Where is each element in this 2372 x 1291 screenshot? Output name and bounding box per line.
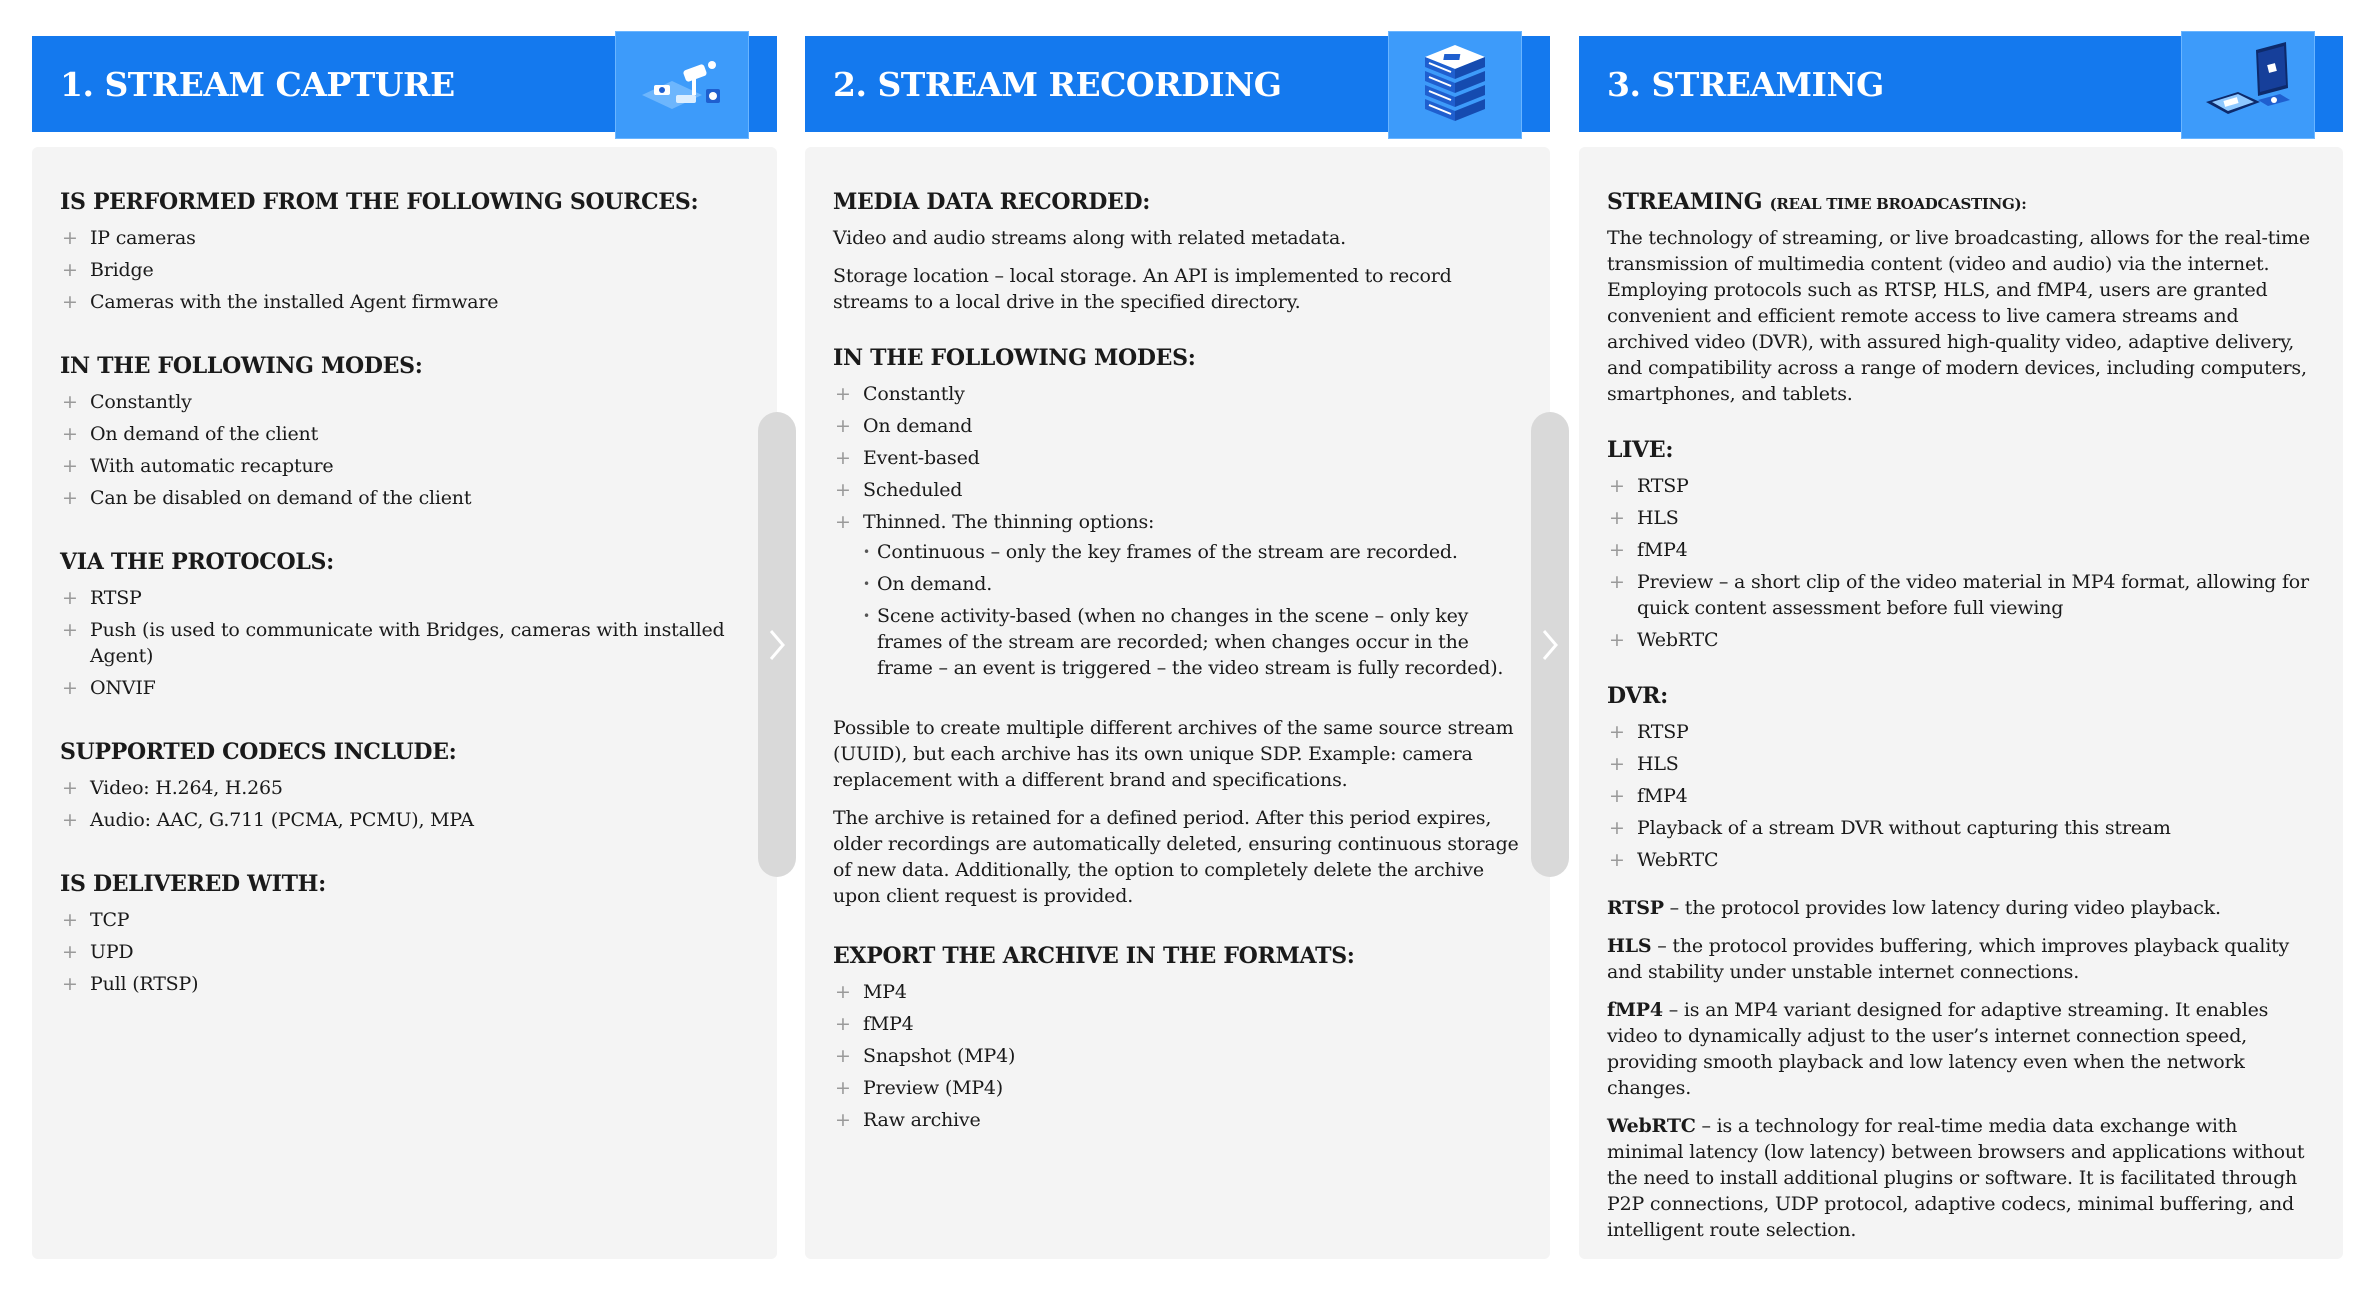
column-panel — [32, 147, 777, 1259]
list-item: + fMP4 — [1607, 537, 2315, 563]
list-item: + Playback of a stream DVR without capturing this stream — [1607, 815, 2315, 841]
section-streaming — [1607, 189, 2315, 407]
paragraph: Possible to create multiple different archives of the same source stream (UUID), but each archive has its own unique SDP. Example: camera replacement with a different brand and specifications. — [833, 717, 1514, 791]
list-item: + WebRTC — [1607, 627, 2315, 653]
list-item: + RTSP — [60, 585, 749, 611]
list-item: + TCP — [60, 907, 749, 933]
column-stream-capture — [32, 36, 777, 995]
section-heading: LIVE: — [1607, 437, 1674, 463]
definition-term: HLS — [1607, 935, 1652, 957]
list-item: + WebRTC — [1607, 847, 2315, 873]
definition-term: RTSP — [1607, 897, 1664, 919]
section-heading: IS PERFORMED FROM THE FOLLOWING SOURCES: — [60, 189, 699, 215]
list-item: + RTSP — [1607, 719, 2315, 745]
column-streaming — [1579, 36, 2324, 1241]
section-heading: DVR: — [1607, 683, 1668, 709]
laptop-monitor-icon — [2181, 31, 2315, 139]
section-export — [833, 943, 1522, 1133]
definition-text: – is a technology for real-time media data exchange with minimal latency (low latency) between browsers and applications without the need to install additional plugins or software. It is facilitated through P2P connections, UDP protocol, adaptive codecs, minimal buffering, and intelligent route selection. — [1607, 1115, 2305, 1241]
section-codecs — [60, 739, 749, 833]
list-item: + IP cameras — [60, 225, 749, 251]
list-item-label: Thinned. The thinning options: — [863, 511, 1155, 533]
sub-list-item: • On demand. — [863, 571, 1522, 597]
definition — [1607, 895, 2315, 921]
section-heading: IN THE FOLLOWING MODES: — [60, 353, 423, 379]
section-heading: IN THE FOLLOWING MODES: — [833, 345, 1196, 371]
list-item: + Audio: AAC, G.711 (PCMA, PCMU), MPA — [60, 807, 749, 833]
heading-main: STREAMING — [1607, 189, 1763, 215]
definition — [1607, 997, 2315, 1101]
list-item: + Preview – a short clip of the video material in MP4 format, allowing for quick content assessment before full viewing — [1607, 569, 2315, 621]
definition-term: WebRTC — [1607, 1115, 1696, 1137]
list-item: + MP4 — [833, 979, 1522, 1005]
paragraph: The archive is retained for a defined period. After this period expires, older recordings are automatically deleted, ensuring continuous storage of new data. Additionally, the option to completely delete the archive upon client request is provided. — [833, 807, 1519, 907]
list-item: + HLS — [1607, 505, 2315, 531]
section-modes — [60, 353, 749, 511]
column-panel — [805, 147, 1550, 1259]
section-definitions — [1607, 895, 2315, 1243]
list-item: + On demand of the client — [60, 421, 749, 447]
section-heading — [1607, 189, 2315, 215]
list-item: + Event-based — [833, 445, 1522, 471]
list-item: + Push (is used to communicate with Bridges, cameras with installed Agent) — [60, 617, 749, 669]
column-panel — [1579, 147, 2343, 1259]
column-header — [1579, 36, 2343, 132]
camera-network-icon — [615, 31, 749, 139]
section-heading: EXPORT THE ARCHIVE IN THE FORMATS: — [833, 943, 1355, 969]
list-item: + Cameras with the installed Agent firmware — [60, 289, 749, 315]
column-stream-recording — [805, 36, 1550, 1131]
definition-text: – is an MP4 variant designed for adaptive streaming. It enables video to dynamically adjust to the user’s internet connection speed, providing smooth playback and low latency even when the network changes. — [1607, 999, 2269, 1099]
section-dvr — [1607, 683, 2315, 873]
next-step-arrow[interactable] — [758, 412, 796, 877]
paragraph: The technology of streaming, or live broadcasting, allows for the real-time transmission of multimedia content (video and audio) via the internet. Employing protocols such as RTSP, HLS, and fMP4, users are granted convenient and efficient remote access to live camera streams and archived video (DVR), with assured high-quality video, adaptive delivery, and compatibility across a range of modern devices, including computers, smartphones, and tablets. — [1607, 227, 2310, 405]
section-heading: VIA THE PROTOCOLS: — [60, 549, 334, 575]
sub-list-item: • Scene activity-based (when no changes in the scene – only key frames of the stream are recorded; when changes occur in the frame – an event is triggered – the video stream is fully recorded). — [863, 603, 1522, 681]
column-header — [32, 36, 777, 132]
list-item: + fMP4 — [833, 1011, 1522, 1037]
section-protocols — [60, 549, 749, 701]
definition-term: fMP4 — [1607, 999, 1663, 1021]
list-item — [833, 509, 1522, 681]
list-item: + Raw archive — [833, 1107, 1522, 1133]
next-step-arrow[interactable] — [1531, 412, 1569, 877]
list-item: + Scheduled — [833, 477, 1522, 503]
section-heading: IS DELIVERED WITH: — [60, 871, 326, 897]
column-header — [805, 36, 1550, 132]
section-heading: MEDIA DATA RECORDED: — [833, 189, 1151, 215]
list-item: + Preview (MP4) — [833, 1075, 1522, 1101]
section-heading: SUPPORTED CODECS INCLUDE: — [60, 739, 457, 765]
list-item: + Snapshot (MP4) — [833, 1043, 1522, 1069]
list-item: + Bridge — [60, 257, 749, 283]
list-item: + Constantly — [833, 381, 1522, 407]
list-item: + Constantly — [60, 389, 749, 415]
list-item: + UPD — [60, 939, 749, 965]
list-item: + RTSP — [1607, 473, 2315, 499]
sub-list-item: • Continuous – only the key frames of the stream are recorded. — [863, 539, 1522, 565]
paragraph: Video and audio streams along with related metadata. — [833, 227, 1346, 249]
definition-text: – the protocol provides low latency during video playback. — [1663, 897, 2221, 919]
list-item: + On demand — [833, 413, 1522, 439]
definition — [1607, 933, 2315, 985]
definition — [1607, 1113, 2315, 1243]
list-item: + fMP4 — [1607, 783, 2315, 809]
section-delivery — [60, 871, 749, 997]
server-stack-icon — [1388, 31, 1522, 139]
thinning-options — [863, 539, 1522, 681]
list-item: + Pull (RTSP) — [60, 971, 749, 997]
list-item: + Video: H.264, H.265 — [60, 775, 749, 801]
list-item: + Can be disabled on demand of the client — [60, 485, 749, 511]
heading-sub: (REAL TIME BROADCASTING): — [1769, 195, 2027, 213]
section-media — [833, 189, 1522, 315]
definition-text: – the protocol provides buffering, which improves playback quality and stability under unstable internet connections. — [1607, 935, 2290, 983]
column-title: 1. STREAM CAPTURE — [60, 64, 455, 104]
section-sources — [60, 189, 749, 315]
list-item: + ONVIF — [60, 675, 749, 701]
list-item: + With automatic recapture — [60, 453, 749, 479]
section-archive — [833, 715, 1522, 909]
paragraph: Storage location – local storage. An API is implemented to record streams to a local drive in the specified directory. — [833, 265, 1452, 313]
list-item: + HLS — [1607, 751, 2315, 777]
column-title: 3. STREAMING — [1607, 64, 1884, 104]
section-live — [1607, 437, 2315, 653]
chevron-right-icon — [767, 627, 787, 663]
chevron-right-icon — [1540, 627, 1560, 663]
column-title: 2. STREAM RECORDING — [833, 64, 1282, 104]
section-modes — [833, 345, 1522, 681]
